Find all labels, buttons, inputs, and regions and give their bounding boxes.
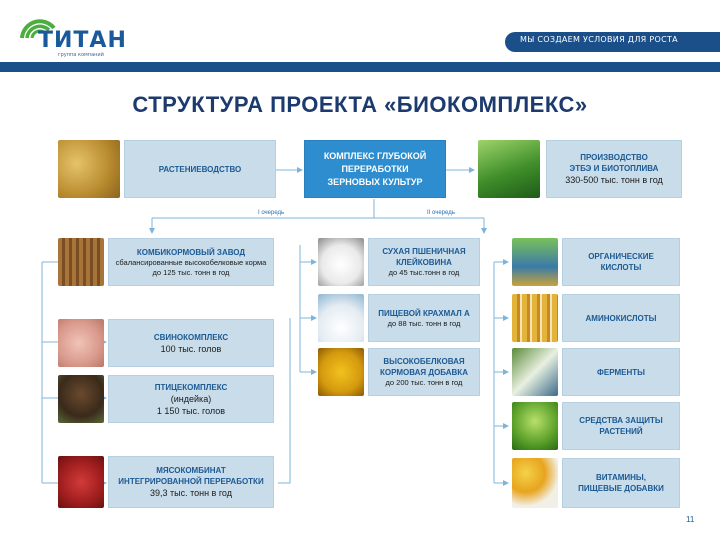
poultry-line-3: 1 150 тыс. голов bbox=[156, 405, 226, 416]
protein-feed-line-1: ВЫСОКОБЕЛКОВАЯ bbox=[383, 357, 465, 366]
acids-line-2: КИСЛОТЫ bbox=[600, 263, 642, 272]
plant-protection-line-2: РАСТЕНИЙ bbox=[599, 427, 643, 436]
feed-loop bbox=[278, 318, 290, 483]
feed-pellets-photo bbox=[58, 238, 104, 286]
fuel-capacity: 330-500 тыс. тонн в год bbox=[565, 175, 663, 185]
gluten-line-1: СУХАЯ ПШЕНИЧНАЯ bbox=[382, 247, 466, 256]
gluten-line-2: КЛЕЙКОВИНА bbox=[396, 258, 452, 267]
starch-box bbox=[368, 294, 480, 342]
pig-farm-box bbox=[108, 319, 274, 367]
gluten-photo bbox=[318, 238, 364, 286]
logo-subtitle: группа компаний bbox=[58, 52, 104, 58]
starch-line-1: ПИЩЕВОЙ КРАХМАЛ А bbox=[378, 308, 470, 318]
plant-protection-box bbox=[562, 402, 680, 450]
poultry-line-1: ПТИЦЕКОМПЛЕКС bbox=[154, 382, 228, 392]
meat-photo bbox=[58, 456, 104, 508]
pig-farm-line-2: 100 тыс. голов bbox=[160, 343, 222, 354]
pig-farm-line-1: СВИНОКОМПЛЕКС bbox=[153, 332, 229, 342]
header-tagline: МЫ СОЗДАЕМ УСЛОВИЯ ДЛЯ РОСТА bbox=[520, 35, 678, 44]
enzymes-photo bbox=[512, 348, 558, 396]
amino-acids-line-1: АМИНОКИСЛОТЫ bbox=[585, 313, 657, 323]
page-title: СТРУКТУРА ПРОЕКТА «БИОКОМПЛЕКС» bbox=[132, 92, 588, 117]
poultry-box bbox=[108, 375, 274, 423]
poultry-line-2: (индейка) bbox=[170, 393, 212, 404]
crop-title: РАСТЕНИЕВОДСТВО bbox=[158, 164, 242, 174]
feedmill-line-2: сбалансированные высокобелковые корма bbox=[115, 257, 267, 267]
acids-photo bbox=[512, 238, 558, 286]
meat-plant-line-1: МЯСОКОМБИНАТ bbox=[156, 466, 226, 475]
pig-photo bbox=[58, 319, 104, 367]
crop-box bbox=[124, 140, 276, 198]
core-line-1: КОМПЛЕКС ГЛУБОКОЙ bbox=[323, 150, 427, 161]
turkey-photo bbox=[58, 375, 104, 423]
biofuel-photo bbox=[478, 140, 540, 198]
feedmill-box bbox=[108, 238, 274, 286]
starch-line-2: до 88 тыс. тонн в год bbox=[387, 318, 461, 328]
meat-plant-line-3: 39,3 тыс. тонн в год bbox=[149, 488, 232, 498]
core-line-2: ПЕРЕРАБОТКИ bbox=[341, 163, 409, 174]
vitamins-box bbox=[562, 458, 680, 508]
protein-feed-box bbox=[368, 348, 480, 396]
fuel-box bbox=[546, 140, 682, 198]
plant-protection-line-1: СРЕДСТВА ЗАЩИТЫ bbox=[579, 416, 663, 425]
queue-second-label: II очередь bbox=[427, 210, 455, 216]
core-line-3: ЗЕРНОВЫХ КУЛЬТУР bbox=[327, 176, 423, 187]
gluten-line-3: до 45 тыс.тонн в год bbox=[388, 268, 460, 277]
amino-acids-photo bbox=[512, 294, 558, 342]
vitamins-photo bbox=[512, 458, 558, 508]
enzymes-box bbox=[562, 348, 680, 396]
starch-photo bbox=[318, 294, 364, 342]
acids-line-1: ОРГАНИЧЕСКИЕ bbox=[588, 252, 654, 261]
queue-first-label: I очередь bbox=[258, 210, 285, 216]
acids-box bbox=[562, 238, 680, 286]
protein-feed-photo bbox=[318, 348, 364, 396]
plant-protection-photo bbox=[512, 402, 558, 450]
feedmill-line-1: КОМБИКОРМОВЫЙ ЗАВОД bbox=[136, 247, 246, 257]
vitamins-line-2: ПИЩЕВЫЕ ДОБАВКИ bbox=[578, 484, 664, 493]
protein-feed-line-2: КОРМОВАЯ ДОБАВКА bbox=[380, 368, 468, 377]
core-box bbox=[304, 140, 446, 198]
logo-text: ТИТАН bbox=[38, 28, 127, 53]
amino-acids-box bbox=[562, 294, 680, 342]
meat-plant-box bbox=[108, 456, 274, 508]
enzymes-line-1: ФЕРМЕНТЫ bbox=[597, 367, 645, 377]
fuel-line-1: ПРОИЗВОДСТВО bbox=[580, 153, 648, 162]
wheat-photo bbox=[58, 140, 120, 198]
vitamins-line-1: ВИТАМИНЫ, bbox=[596, 473, 646, 482]
gluten-box bbox=[368, 238, 480, 286]
fuel-line-2: ЭТБЭ И БИОТОПЛИВА bbox=[569, 164, 659, 173]
meat-plant-line-2: ИНТЕГРИРОВАННОЙ ПЕРЕРАБОТКИ bbox=[118, 477, 264, 486]
page-number: 11 bbox=[686, 515, 695, 524]
feedmill-line-3: до 125 тыс. тонн в год bbox=[152, 267, 230, 277]
protein-feed-line-3: до 200 тыс. тонн в год bbox=[385, 378, 463, 387]
